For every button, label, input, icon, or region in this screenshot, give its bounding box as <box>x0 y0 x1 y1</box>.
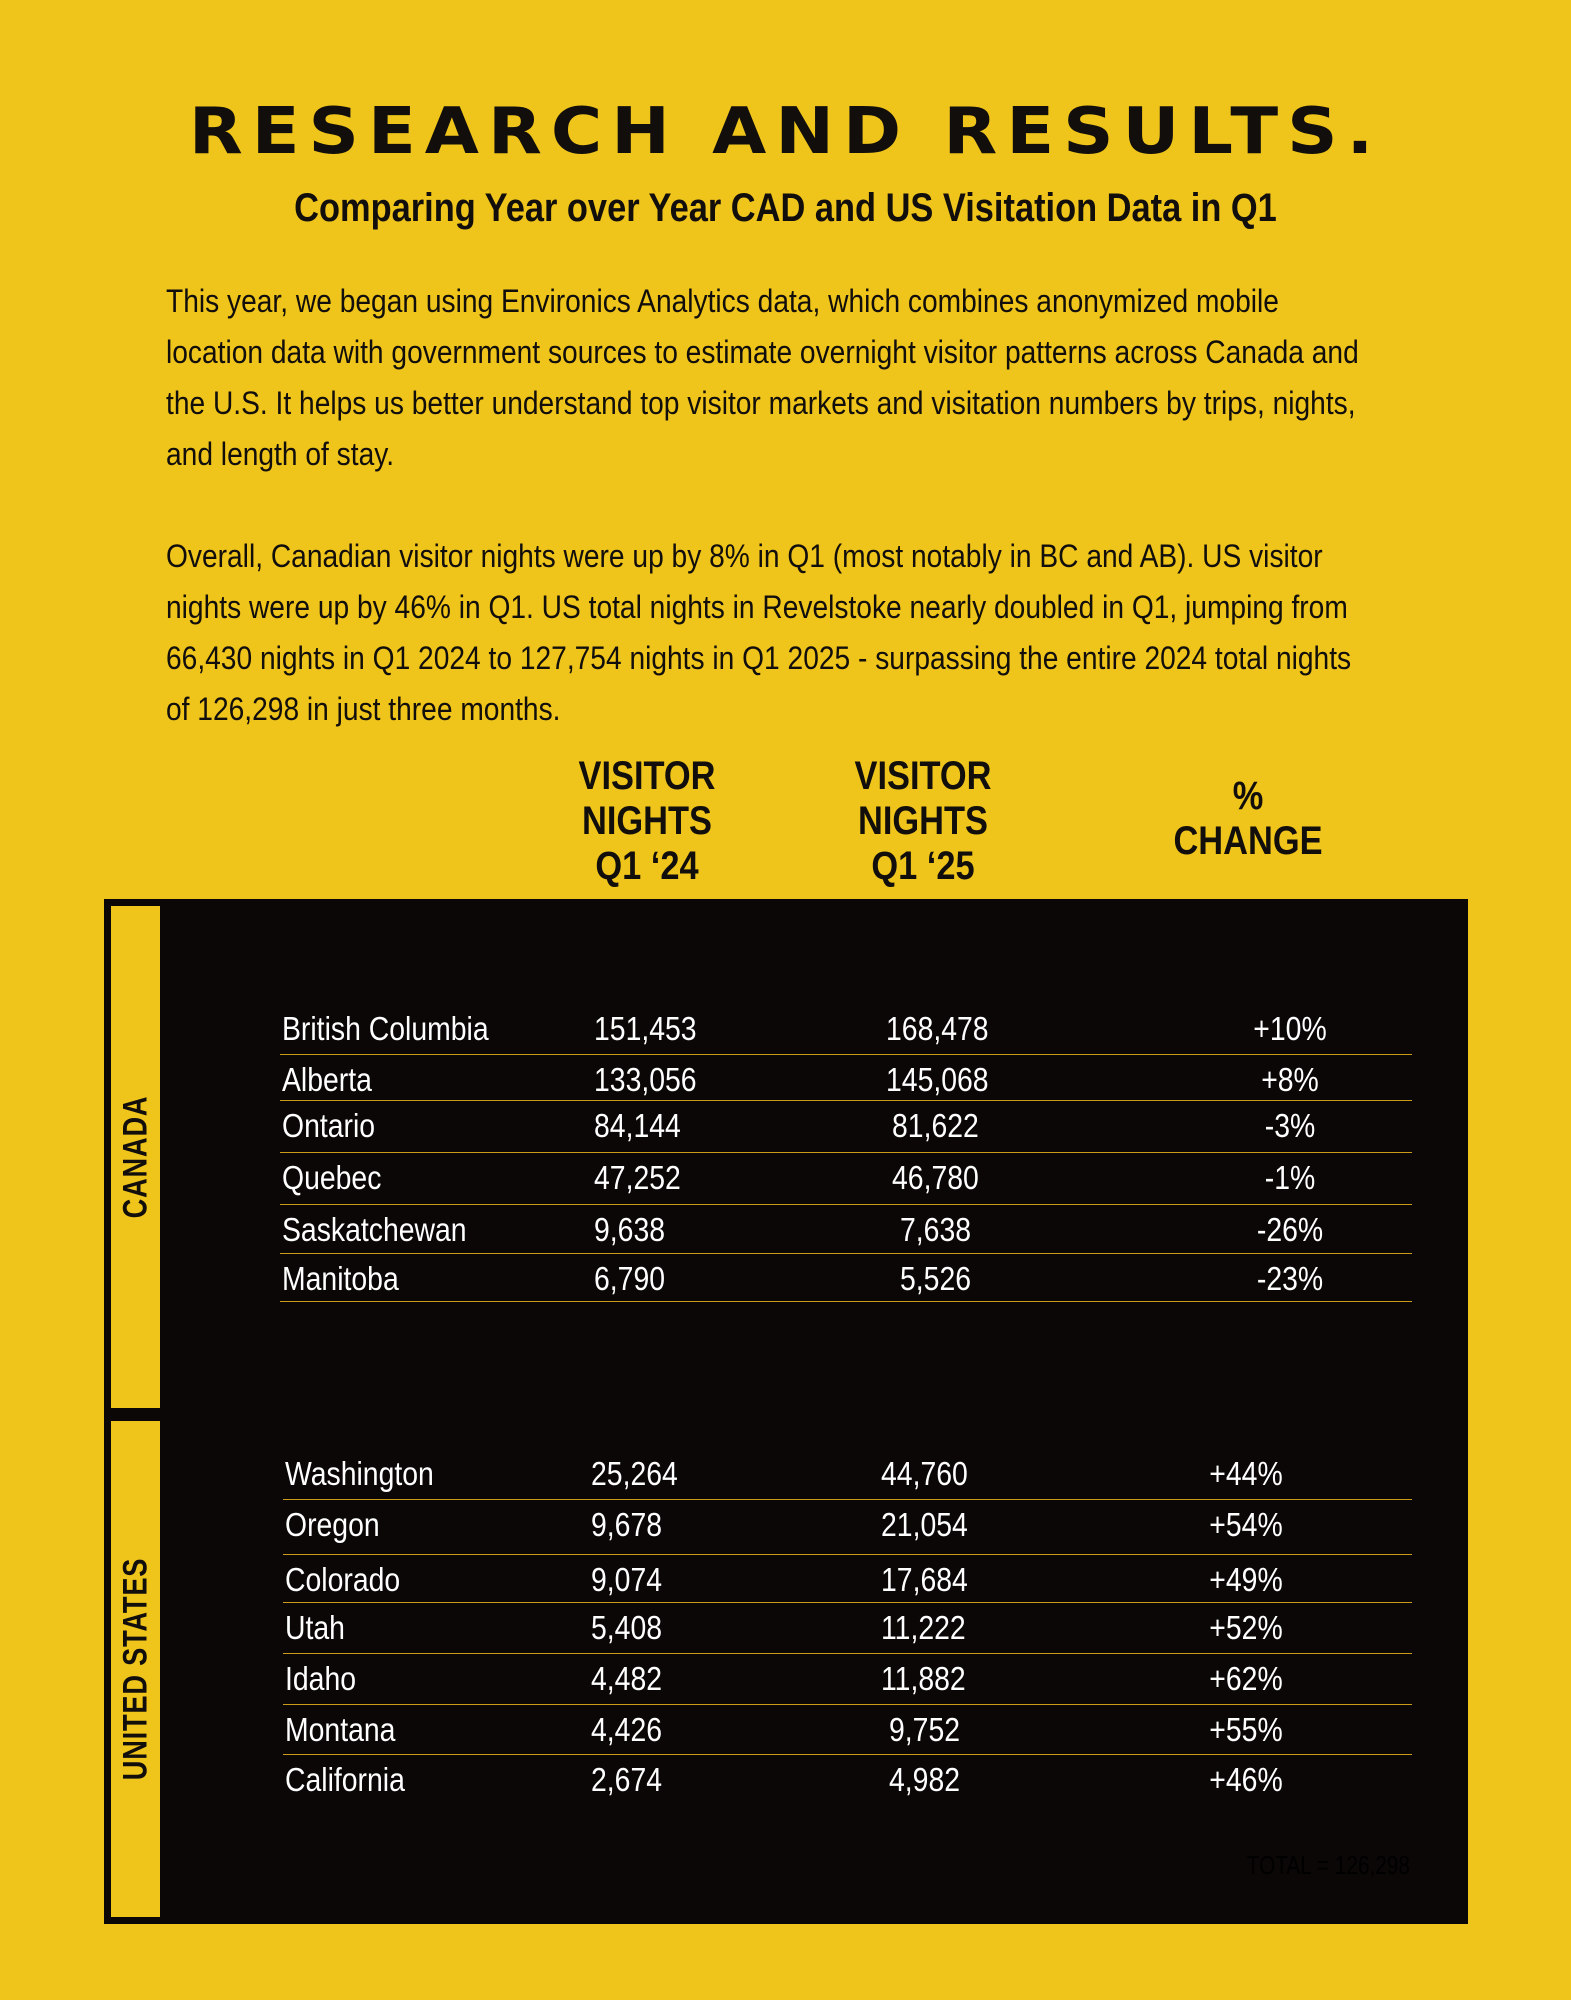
paragraph-line: nights were up by 46% in Q1. US total nights in Revelstoke nearly doubled in Q1, jumping from <box>166 589 1348 625</box>
column-header-line: VISITOR <box>854 754 992 798</box>
table-row <box>283 1449 1412 1500</box>
region-name: Washington <box>285 1455 434 1492</box>
table-row <box>283 1555 1412 1603</box>
canada-section-tab <box>108 903 163 1411</box>
column-header-line: Q1 ‘25 <box>871 844 975 888</box>
nights-q1-24: 133,056 <box>594 1061 697 1098</box>
column-header-line: VISITOR <box>578 754 716 798</box>
nights-q1-25: 7,638 <box>900 1211 972 1248</box>
nights-q1-24: 9,638 <box>594 1211 666 1248</box>
column-header-q1-24 <box>535 754 759 889</box>
percent-change: +62% <box>1209 1660 1283 1697</box>
nights-q1-25: 4,982 <box>889 1761 961 1798</box>
column-header-q1-25 <box>811 754 1035 889</box>
region-name: Oregon <box>285 1506 380 1543</box>
table-row <box>283 1654 1412 1705</box>
nights-q1-24: 9,074 <box>591 1561 663 1598</box>
us-section-tab <box>108 1418 163 1920</box>
region-name: Montana <box>285 1711 396 1748</box>
column-header-line: NIGHTS <box>582 799 712 843</box>
nights-q1-25: 81,622 <box>892 1107 979 1144</box>
region-name: Utah <box>285 1609 345 1646</box>
percent-change: -3% <box>1264 1107 1316 1144</box>
percent-change: +46% <box>1209 1761 1283 1798</box>
region-name: Ontario <box>282 1107 376 1144</box>
paragraph-line: Overall, Canadian visitor nights were up by 8% in Q1 (most notably in BC and AB). US visitor <box>166 538 1323 574</box>
table-row <box>280 1205 1412 1254</box>
nights-q1-25: 21,054 <box>881 1506 968 1543</box>
column-header-change <box>1136 774 1360 864</box>
column-header-line: % <box>1232 774 1264 818</box>
summary-paragraph <box>166 531 1433 735</box>
nights-q1-24: 47,252 <box>594 1159 681 1196</box>
region-name: Alberta <box>282 1061 372 1098</box>
page-subtitle: Comparing Year over Year CAD and US Visitation Data in Q1 <box>294 186 1277 230</box>
nights-q1-24: 84,144 <box>594 1107 681 1144</box>
region-name: California <box>285 1761 405 1798</box>
table-row <box>280 1004 1412 1055</box>
region-name: Quebec <box>282 1159 382 1196</box>
paragraph-line: of 126,298 in just three months. <box>166 691 561 727</box>
table-row <box>280 1153 1412 1205</box>
nights-q1-25: 9,752 <box>889 1711 961 1748</box>
nights-q1-25: 145,068 <box>886 1061 989 1098</box>
percent-change: -23% <box>1256 1260 1324 1297</box>
paragraph-line: and length of stay. <box>166 436 395 472</box>
column-header-line: Q1 ‘24 <box>595 844 699 888</box>
region-name: British Columbia <box>282 1010 489 1047</box>
region-name: Saskatchewan <box>282 1211 467 1248</box>
nights-q1-24: 4,482 <box>591 1660 663 1697</box>
percent-change: +44% <box>1209 1455 1283 1492</box>
nights-q1-24: 9,678 <box>591 1506 663 1543</box>
paragraph-line: location data with government sources to estimate overnight visitor patterns across Canada and <box>166 334 1359 370</box>
table-row <box>280 1055 1412 1101</box>
page-title: RESEARCH AND RESULTS. <box>188 93 1383 169</box>
percent-change: +8% <box>1261 1061 1319 1098</box>
percent-change: -26% <box>1256 1211 1324 1248</box>
table-row <box>280 1101 1412 1153</box>
nights-q1-25: 46,780 <box>892 1159 979 1196</box>
table-row <box>283 1705 1412 1755</box>
intro-paragraph <box>166 276 1433 480</box>
nights-q1-24: 4,426 <box>591 1711 663 1748</box>
nights-q1-25: 168,478 <box>886 1010 989 1047</box>
table-row <box>283 1603 1412 1654</box>
paragraph-line: the U.S. It helps us better understand top visitor markets and visitation numbers by trips, nights, <box>166 385 1356 421</box>
paragraph-line: 66,430 nights in Q1 2024 to 127,754 nights in Q1 2025 - surpassing the entire 2024 total nights <box>166 640 1352 676</box>
us-section-label: UNITED STATES <box>116 1557 154 1781</box>
region-name: Manitoba <box>282 1260 399 1297</box>
column-header-line: NIGHTS <box>858 799 988 843</box>
canada-section-label: CANADA <box>116 1095 154 1219</box>
nights-q1-25: 17,684 <box>881 1561 968 1598</box>
percent-change: +49% <box>1209 1561 1283 1598</box>
percent-change: +54% <box>1209 1506 1283 1543</box>
percent-change: +55% <box>1209 1711 1283 1748</box>
nights-q1-24: 6,790 <box>594 1260 666 1297</box>
table-row <box>283 1500 1412 1555</box>
region-name: Colorado <box>285 1561 401 1598</box>
paragraph-line: This year, we began using Environics Analytics data, which combines anonymized mobile <box>166 283 1279 319</box>
nights-q1-24: 25,264 <box>591 1455 678 1492</box>
nights-q1-25: 11,882 <box>881 1660 966 1697</box>
nights-q1-24: 151,453 <box>594 1010 697 1047</box>
nights-q1-25: 11,222 <box>881 1609 966 1646</box>
table-row <box>283 1755 1412 1805</box>
total-note: TOTAL = 126,298 <box>1246 1850 1410 1880</box>
table-row <box>280 1254 1412 1302</box>
nights-q1-25: 44,760 <box>881 1455 968 1492</box>
nights-q1-24: 2,674 <box>591 1761 663 1798</box>
percent-change: -1% <box>1264 1159 1316 1196</box>
nights-q1-25: 5,526 <box>900 1260 972 1297</box>
region-name: Idaho <box>285 1660 357 1697</box>
column-header-line: CHANGE <box>1173 819 1323 863</box>
percent-change: +52% <box>1209 1609 1283 1646</box>
percent-change: +10% <box>1253 1010 1327 1047</box>
nights-q1-24: 5,408 <box>591 1609 663 1646</box>
